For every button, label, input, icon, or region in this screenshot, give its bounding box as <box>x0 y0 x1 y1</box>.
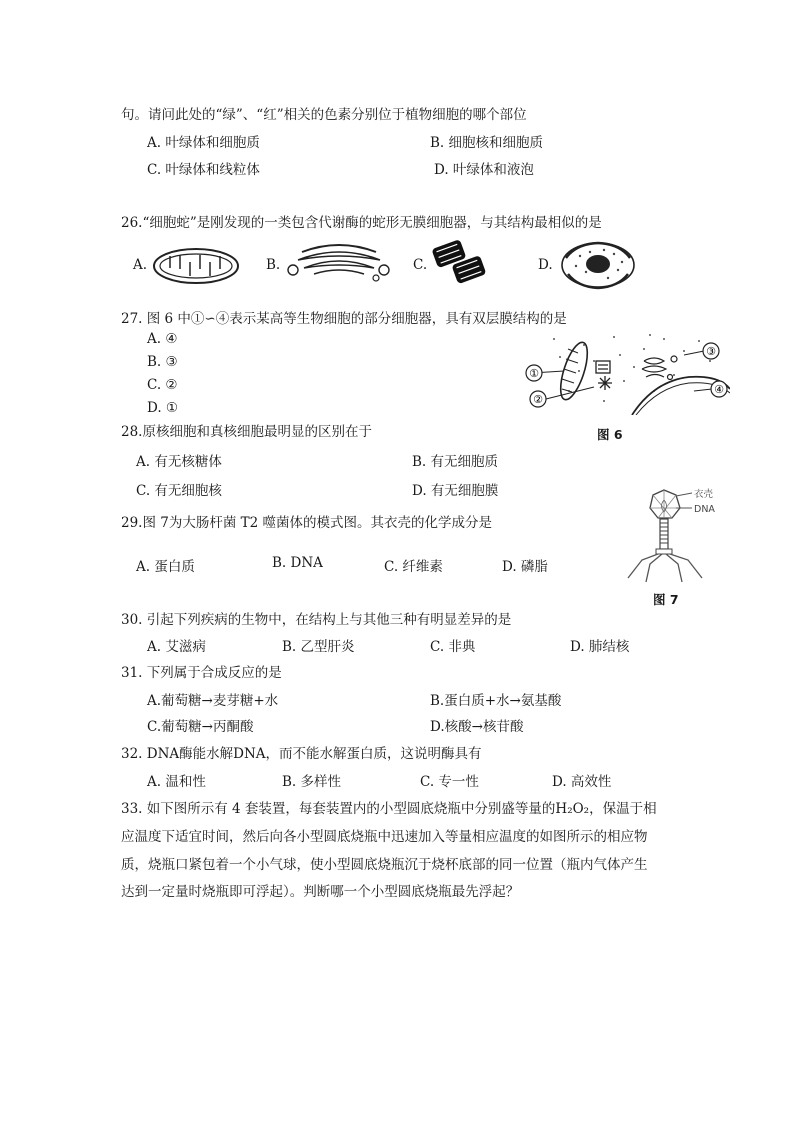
q30-option-b: B. 乙型肝炎 <box>282 639 355 655</box>
q26-option-c: C. <box>413 257 428 273</box>
q33-line-2: 应温度下适宜时间，然后向各小型圆底烧瓶中迅速加入等量相应温度的如图所示的相应物 <box>121 829 648 845</box>
centriole-image <box>428 236 490 286</box>
q29-option-a: A. 蛋白质 <box>136 559 195 575</box>
q33-line-4: 达到一定量时烧瓶即可浮起）。判断哪一个小型圆底烧瓶最先浮起？ <box>121 884 520 900</box>
q31-option-c: C.葡萄糖→丙酮酸 <box>147 719 254 735</box>
figure-6-caption: 图 6 <box>597 427 623 442</box>
q31-option-a: A.葡萄糖→麦芽糖+水 <box>147 693 279 709</box>
figure-6-label-4: ④ <box>714 383 724 396</box>
q29-stem: 29.图 7为大肠杆菌 T2 噬菌体的模式图。其衣壳的化学成分是 <box>121 515 493 531</box>
q27-option-b: B. ③ <box>147 354 178 370</box>
q32-option-b: B. 多样性 <box>282 774 342 790</box>
figure-6-cell-diagram <box>524 331 730 415</box>
figure-6-label-2: ② <box>533 393 543 406</box>
q31-stem: 31. 下列属于合成反应的是 <box>121 665 282 681</box>
figure-7-label-capsid: 衣壳 <box>694 489 714 500</box>
nucleus-image <box>556 238 640 292</box>
q28-option-b: B. 有无细胞质 <box>412 454 499 470</box>
q26-option-d: D. <box>538 257 553 273</box>
q27-option-a: A. ④ <box>147 331 178 347</box>
q25-option-a: A. 叶绿体和细胞质 <box>147 135 260 151</box>
q28-stem: 28.原核细胞和真核细胞最明显的区别在于 <box>121 424 372 440</box>
q25-option-b: B. 细胞核和细胞质 <box>430 135 544 151</box>
mitochondrion-image <box>150 246 242 286</box>
q32-option-c: C. 专一性 <box>420 774 479 790</box>
q29-option-d: D. 磷脂 <box>502 559 548 575</box>
q26-option-b: B. <box>266 257 281 273</box>
q28-option-c: C. 有无细胞核 <box>136 483 222 499</box>
q26-stem: 26.“细胞蛇”是刚发现的一类包含代谢酶的蛇形无膜细胞器，与其结构最相似的是 <box>121 215 602 231</box>
q26-option-a: A. <box>133 257 148 273</box>
figure-7-label-dna: DNA <box>694 504 715 515</box>
q27-stem: 27. 图 6 中①∽④表示某高等生物细胞的部分细胞器，具有双层膜结构的是 <box>121 311 567 327</box>
q28-option-d: D. 有无细胞膜 <box>412 483 499 499</box>
q32-stem: 32. DNA酶能水解DNA，而不能水解蛋白质，这说明酶具有 <box>121 746 482 762</box>
q32-option-d: D. 高效性 <box>552 774 612 790</box>
q31-option-b: B.蛋白质+水→氨基酸 <box>430 693 562 709</box>
q32-option-a: A. 温和性 <box>147 774 206 790</box>
figure-6-label-3: ③ <box>706 345 716 358</box>
q27-option-c: C. ② <box>147 377 178 393</box>
q31-option-d: D.核酸→核苷酸 <box>430 719 524 735</box>
figure-7-caption: 图 7 <box>653 592 679 607</box>
figure-6-label-1: ① <box>529 367 539 380</box>
q25-option-c: C. 叶绿体和线粒体 <box>147 162 260 178</box>
q25-stem: 句。请问此处的“绿”、“红”相关的色素分别位于植物细胞的哪个部位 <box>121 107 527 123</box>
q33-line-1: 33. 如下图所示有 4 套装置，每套装置内的小型圆底烧瓶中分别盛等量的H₂O₂，保温于相 <box>121 801 657 817</box>
q33-line-3: 质，烧瓶口紧包着一个小气球，使小型圆底烧瓶沉于烧杯底部的同一位置（瓶内气体产生 <box>121 857 648 873</box>
q29-option-b: B. DNA <box>272 555 323 571</box>
figure-7-phage-diagram <box>618 486 726 584</box>
q30-option-d: D. 肺结核 <box>570 639 630 655</box>
golgi-apparatus-image <box>284 240 394 284</box>
q30-option-c: C. 非典 <box>430 639 476 655</box>
q30-stem: 30. 引起下列疾病的生物中，在结构上与其他三种有明显差异的是 <box>121 612 512 628</box>
q27-option-d: D. ① <box>147 400 179 416</box>
q25-option-d: D. 叶绿体和液泡 <box>434 162 534 178</box>
q30-option-a: A. 艾滋病 <box>147 639 206 655</box>
q28-option-a: A. 有无核糖体 <box>136 454 222 470</box>
q29-option-c: C. 纤维素 <box>384 559 443 575</box>
